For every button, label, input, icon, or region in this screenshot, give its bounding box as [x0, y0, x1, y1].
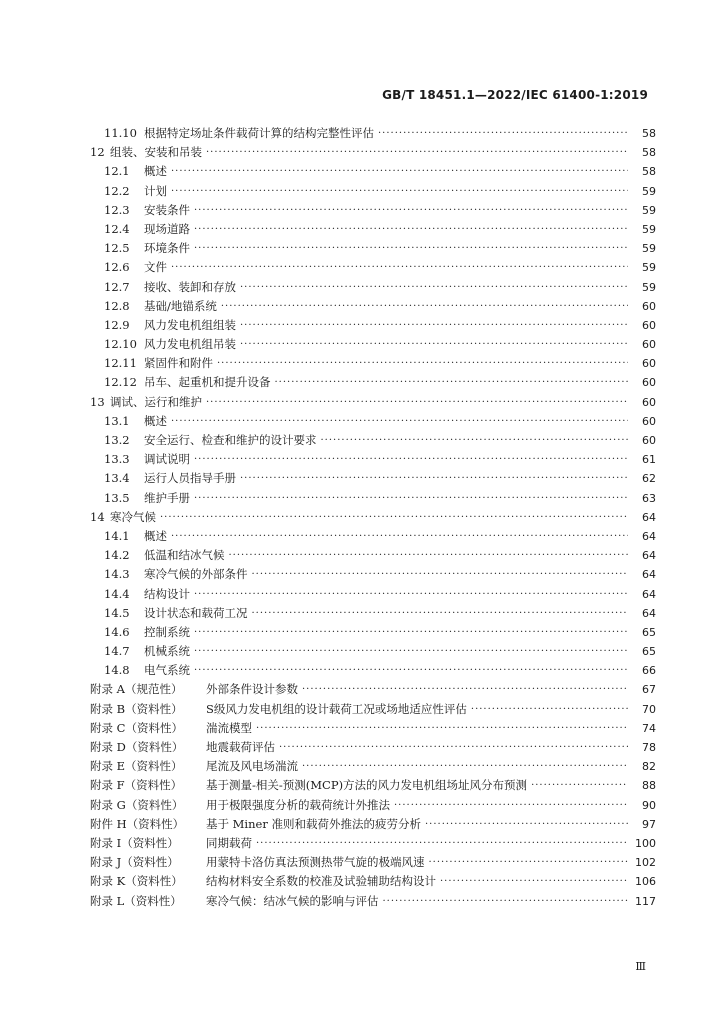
toc-entry-page: 97: [642, 817, 656, 831]
toc-entry-title: 基于测量-相关-预测(MCP)方法的风力发电机组场址风分布预测: [206, 778, 528, 793]
toc-leader-dots: [302, 680, 628, 699]
toc-entry-number: 13.1: [104, 413, 130, 428]
toc-entry-title: 吊车、起重机和提升设备: [144, 375, 271, 390]
toc-entry[interactable]: [90, 201, 656, 220]
toc-entry[interactable]: [90, 393, 656, 412]
toc-leader-dots: [194, 623, 628, 642]
toc-entry-page: 60: [642, 414, 656, 428]
toc-entry-page: 70: [642, 702, 656, 716]
toc-entry[interactable]: [90, 316, 656, 335]
toc-entry-title: S级风力发电机组的设计载荷工况或场地适应性评估: [206, 701, 467, 716]
toc-entry[interactable]: [90, 278, 656, 297]
toc-entry-number: 14.1: [104, 528, 130, 543]
toc-entry-number: 附录 F（资料性）: [90, 778, 183, 793]
toc-entry-page: 64: [642, 606, 656, 620]
toc-entry-page: 117: [635, 894, 656, 908]
toc-entry-title: 风力发电机组吊装: [144, 337, 236, 352]
toc-entry-number: 14.4: [104, 586, 130, 601]
standard-code: GB/T 18451.1—2022/IEC 61400-1:2019: [382, 88, 648, 102]
toc-entry-number: 13.2: [104, 433, 130, 447]
toc-leader-dots: [425, 815, 628, 834]
toc-entry-title: 概述: [144, 413, 167, 428]
toc-leader-dots: [221, 297, 628, 316]
toc-leader-dots: [171, 182, 628, 201]
toc-entry-page: 64: [642, 568, 656, 582]
toc-entry-page: 59: [642, 242, 656, 256]
toc-entry[interactable]: [90, 623, 656, 642]
toc-entry-title: 调试说明: [144, 452, 190, 467]
toc-entry[interactable]: [90, 700, 656, 719]
toc-leader-dots: [256, 834, 628, 853]
toc-entry-title: 尾流及风电场湍流: [206, 759, 298, 774]
toc-leader-dots: [171, 412, 628, 431]
toc-leader-dots: [279, 738, 628, 757]
toc-entry-title: 维护手册: [144, 490, 190, 505]
toc-entry-number: 12.4: [104, 221, 130, 236]
toc-entry-number: 12.6: [104, 260, 130, 275]
toc-entry[interactable]: [90, 527, 656, 546]
toc-entry-page: 61: [642, 453, 656, 467]
toc-entry-page: 59: [642, 261, 656, 275]
toc-entry[interactable]: [90, 604, 656, 623]
toc-leader-dots: [206, 393, 628, 412]
toc-leader-dots: [471, 700, 628, 719]
toc-entry-title: 外部条件设计参数: [206, 682, 298, 697]
toc-entry-page: 63: [642, 491, 656, 505]
toc-leader-dots: [302, 757, 628, 776]
toc-entry-title: 计划: [144, 183, 167, 198]
toc-leader-dots: [194, 489, 628, 508]
toc-leader-dots: [378, 124, 628, 143]
toc-leader-dots: [206, 143, 628, 162]
toc-entry-title: 组装、安装和吊装: [110, 145, 202, 160]
toc-entry-page: 66: [642, 664, 656, 678]
toc-entry[interactable]: [90, 162, 656, 181]
toc-entry-number: 附录 K（资料性）: [90, 874, 183, 889]
toc-entry-number: 12.7: [104, 279, 130, 294]
toc-entry-title: 地震载荷评估: [206, 740, 275, 754]
toc-entry[interactable]: [90, 738, 656, 757]
toc-entry-title: 设计状态和载荷工况: [144, 605, 248, 620]
toc-entry-number: 13.4: [104, 471, 130, 486]
toc-leader-dots: [194, 201, 628, 220]
toc-entry[interactable]: [90, 661, 656, 680]
toc-entry-page: 59: [642, 203, 656, 217]
toc-entry-number: 12.8: [104, 298, 130, 313]
toc-entry-title: 文件: [144, 260, 167, 275]
toc-entry-page: 60: [642, 338, 656, 352]
toc-entry-title: 基础/地锚系统: [144, 298, 217, 313]
toc-entry-number: 14.7: [104, 644, 130, 659]
toc-leader-dots: [429, 853, 629, 872]
toc-entry-page: 64: [642, 529, 656, 543]
toc-entry-page: 59: [642, 184, 656, 198]
toc-entry-number: 14.2: [104, 548, 130, 563]
toc-leader-dots: [160, 508, 628, 527]
toc-entry-number: 12.11: [104, 356, 137, 371]
toc-entry[interactable]: [90, 565, 656, 584]
toc-entry-title: 根据特定场址条件载荷计算的结构完整性评估: [144, 126, 374, 140]
toc-entry-number: 附录 C（资料性）: [90, 720, 183, 735]
toc-entry[interactable]: [90, 297, 656, 316]
toc-entry-title: 电气系统: [144, 663, 190, 678]
toc-entry-number: 附录 J（资料性）: [90, 855, 179, 870]
toc-entry-title: 环境条件: [144, 241, 190, 256]
toc-entry-title: 基于 Miner 准则和载荷外推法的疲劳分析: [206, 816, 421, 831]
toc-entry-title: 风力发电机组组装: [144, 317, 236, 332]
toc-entry[interactable]: [90, 239, 656, 258]
toc-entry-title: 寒冷气候的外部条件: [144, 567, 248, 582]
toc-entry[interactable]: [90, 834, 656, 853]
toc-entry[interactable]: [90, 182, 656, 201]
toc-entry-page: 82: [642, 760, 656, 774]
toc-entry-title: 结构设计: [144, 586, 190, 601]
toc-leader-dots: [240, 278, 628, 297]
toc-entry-page: 58: [642, 127, 656, 140]
toc-leader-dots: [440, 872, 628, 891]
toc-leader-dots: [240, 316, 628, 335]
toc-entry-number: 14.5: [104, 605, 130, 620]
toc-leader-dots: [229, 546, 629, 565]
table-of-contents: [90, 124, 656, 911]
toc-entry-number: 13: [90, 394, 105, 409]
toc-leader-dots: [194, 220, 628, 239]
toc-entry-page: 60: [642, 299, 656, 313]
toc-entry[interactable]: [90, 585, 656, 604]
toc-entry-title: 用蒙特卡洛仿真法预测热带气旋的极端风速: [206, 855, 425, 870]
toc-entry-number: 12: [90, 145, 105, 160]
toc-entry-number: 14.8: [104, 663, 130, 678]
toc-entry[interactable]: [90, 469, 656, 488]
toc-leader-dots: [171, 527, 628, 546]
toc-entry-number: 14.3: [104, 567, 130, 582]
toc-entry-page: 64: [642, 510, 656, 524]
toc-entry-number: 12.9: [104, 317, 130, 332]
toc-entry-number: 附录 I（资料性）: [90, 835, 179, 850]
toc-entry-page: 58: [642, 165, 656, 179]
toc-entry-number: 13.5: [104, 490, 130, 505]
toc-entry-number: 附录 D（资料性）: [90, 740, 184, 754]
toc-entry[interactable]: [90, 431, 656, 450]
toc-entry-page: 100: [635, 836, 656, 850]
toc-entry-title: 安装条件: [144, 202, 190, 217]
toc-entry-title: 接收、装卸和存放: [144, 279, 236, 294]
toc-entry[interactable]: [90, 124, 656, 143]
toc-leader-dots: [171, 258, 628, 277]
toc-entry[interactable]: [90, 354, 656, 373]
toc-leader-dots: [194, 239, 628, 258]
toc-entry-number: 附录 A（规范性）: [90, 682, 183, 697]
toc-entry[interactable]: [90, 680, 656, 699]
toc-entry-number: 附录 G（资料性）: [90, 797, 184, 812]
toc-entry-page: 67: [642, 683, 656, 697]
toc-entry[interactable]: [90, 450, 656, 469]
toc-entry-title: 同期载荷: [206, 835, 252, 850]
toc-entry[interactable]: [90, 892, 656, 911]
toc-entry-page: 65: [642, 645, 656, 659]
toc-entry-number: 附录 B（资料性）: [90, 701, 183, 716]
toc-leader-dots: [217, 354, 628, 373]
toc-entry-number: 12.1: [104, 164, 130, 179]
toc-entry-page: 58: [642, 146, 656, 160]
toc-entry-page: 59: [642, 280, 656, 294]
toc-entry[interactable]: [90, 853, 656, 872]
toc-entry[interactable]: [90, 776, 656, 795]
toc-entry-page: 106: [635, 875, 656, 889]
toc-entry-page: 88: [642, 779, 656, 793]
toc-entry-number: 13.3: [104, 452, 130, 467]
toc-entry-page: 60: [642, 357, 656, 371]
toc-entry-page: 64: [642, 587, 656, 601]
toc-entry-page: 59: [642, 222, 656, 236]
toc-entry-number: 12.2: [104, 183, 130, 198]
toc-entry-page: 62: [642, 472, 656, 486]
toc-entry-number: 12.5: [104, 241, 130, 256]
toc-entry[interactable]: [90, 872, 656, 891]
toc-leader-dots: [531, 776, 628, 795]
toc-entry-title: 用于极限强度分析的载荷统计外推法: [206, 797, 390, 812]
toc-leader-dots: [383, 892, 629, 911]
toc-leader-dots: [171, 162, 628, 181]
toc-entry-title: 调试、运行和维护: [110, 394, 202, 409]
toc-entry-title: 安全运行、检查和维护的设计要求: [144, 433, 317, 447]
toc-entry-title: 概述: [144, 528, 167, 543]
toc-entry-page: 74: [642, 721, 656, 735]
toc-entry-number: 14: [90, 509, 105, 524]
toc-entry[interactable]: [90, 796, 656, 815]
toc-leader-dots: [275, 373, 629, 392]
toc-entry-page: 60: [642, 434, 656, 447]
toc-entry-page: 90: [642, 798, 656, 812]
toc-entry-title: 控制系统: [144, 624, 190, 639]
toc-entry-number: 12.12: [104, 375, 137, 390]
toc-entry[interactable]: [90, 335, 656, 354]
toc-entry[interactable]: [90, 489, 656, 508]
toc-entry[interactable]: [90, 143, 656, 162]
toc-entry[interactable]: [90, 258, 656, 277]
toc-entry-title: 寒冷气候：结冰气候的影响与评估: [206, 893, 379, 908]
toc-leader-dots: [240, 335, 628, 354]
toc-entry[interactable]: [90, 719, 656, 738]
toc-entry[interactable]: [90, 642, 656, 661]
toc-entry[interactable]: [90, 757, 656, 776]
toc-entry[interactable]: [90, 815, 656, 834]
toc-leader-dots: [194, 642, 628, 661]
toc-entry-page: 78: [642, 741, 656, 754]
toc-entry-title: 机械系统: [144, 644, 190, 659]
toc-leader-dots: [321, 431, 629, 450]
toc-entry-title: 现场道路: [144, 221, 190, 236]
toc-entry[interactable]: [90, 412, 656, 431]
toc-entry-page: 64: [642, 549, 656, 563]
toc-entry-title: 紧固件和附件: [144, 356, 213, 371]
toc-entry-page: 60: [642, 395, 656, 409]
toc-entry[interactable]: [90, 546, 656, 565]
toc-entry-title: 运行人员指导手册: [144, 471, 236, 486]
toc-leader-dots: [194, 450, 628, 469]
toc-entry[interactable]: [90, 373, 656, 392]
toc-leader-dots: [194, 585, 628, 604]
toc-entry[interactable]: [90, 508, 656, 527]
toc-entry-title: 结构材料安全系数的校准及试验辅助结构设计: [206, 874, 436, 889]
toc-entry-number: 附录 E（资料性）: [90, 759, 183, 774]
toc-entry-title: 湍流模型: [206, 720, 252, 735]
toc-leader-dots: [256, 719, 628, 738]
toc-entry-title: 寒冷气候: [110, 509, 156, 524]
toc-entry-number: 11.10: [104, 126, 137, 140]
toc-leader-dots: [252, 565, 629, 584]
toc-entry-page: 102: [635, 856, 656, 870]
toc-entry-number: 14.6: [104, 624, 130, 639]
toc-entry-number: 附录 L（资料性）: [90, 893, 182, 908]
toc-entry-number: 12.10: [104, 337, 137, 352]
page-number: Ⅲ: [635, 960, 646, 973]
toc-entry-number: 附件 H（资料性）: [90, 816, 185, 831]
toc-entry-title: 低温和结冰气候: [144, 548, 225, 563]
toc-leader-dots: [240, 469, 628, 488]
toc-leader-dots: [394, 796, 628, 815]
toc-leader-dots: [252, 604, 629, 623]
toc-entry-title: 概述: [144, 164, 167, 179]
toc-entry[interactable]: [90, 220, 656, 239]
toc-leader-dots: [194, 661, 628, 680]
toc-entry-page: 65: [642, 625, 656, 639]
toc-entry-number: 12.3: [104, 202, 130, 217]
toc-entry-page: 60: [642, 376, 656, 390]
toc-entry-page: 60: [642, 318, 656, 332]
